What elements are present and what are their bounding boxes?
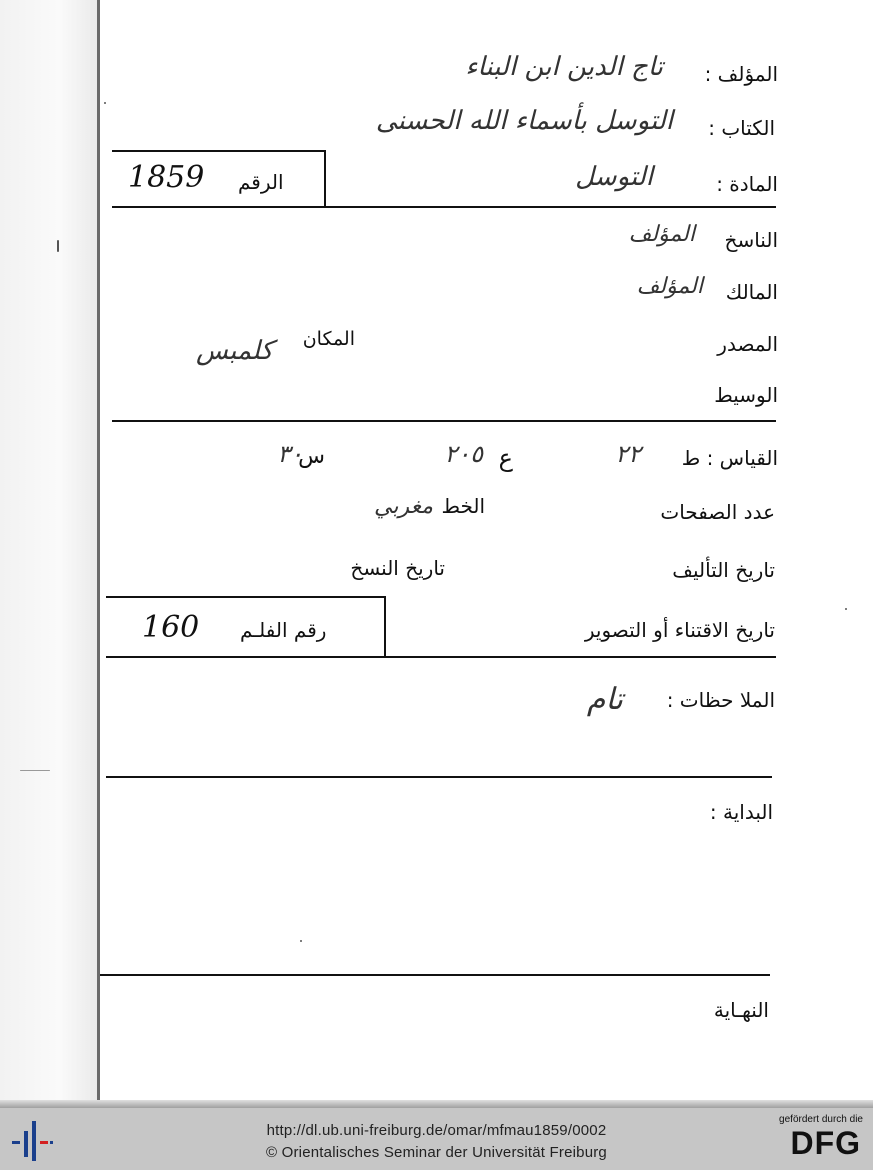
scan-speck <box>57 240 59 252</box>
card-edge <box>97 0 100 1108</box>
place-value: كلمبس <box>195 336 273 366</box>
scan-speck <box>104 102 106 104</box>
author-label: المؤلف : <box>704 62 778 86</box>
section-divider <box>100 974 770 976</box>
page-margin <box>0 0 100 1108</box>
size-a-value: ٢٠٥ <box>444 440 483 468</box>
pages-label: عدد الصفحات <box>660 500 775 524</box>
copy-date-label: تاريخ النسخ <box>350 556 445 580</box>
size-s-value: ٣٠ <box>277 440 303 468</box>
footer-copyright: © Orientalisches Seminar der Universität Freiburg <box>266 1144 607 1161</box>
dfg-logo-icon: DFG <box>790 1125 861 1161</box>
section-divider <box>106 656 776 658</box>
footer-url[interactable]: http://dl.ub.uni-freiburg.de/omar/mfmau1859/0002 <box>266 1122 607 1139</box>
scan-speck <box>20 770 50 771</box>
film-number-value: 160 <box>142 610 200 645</box>
section-divider <box>106 776 772 778</box>
size-a-label: ع <box>498 444 513 472</box>
copyist-value: المؤلف <box>628 222 695 247</box>
film-box-top <box>106 596 386 598</box>
script-label: الخط <box>441 494 485 518</box>
place-label: المكان <box>302 328 355 350</box>
intermediary-label: الوسيط <box>714 383 778 407</box>
number-box-top <box>112 150 326 152</box>
subject-label: المادة : <box>716 172 778 196</box>
author-value: تاج الدين ابن البناء <box>465 52 663 82</box>
script-value: مغربي <box>374 494 433 519</box>
acquisition-date-label: تاريخ الاقتناء أو التصوير <box>584 618 775 642</box>
notes-value: تام <box>586 682 623 717</box>
owner-label: المالك <box>725 280 778 304</box>
number-box-side <box>324 150 326 206</box>
university-library-logo-icon <box>10 1117 56 1163</box>
notes-label: الملا حظات : <box>666 688 775 712</box>
beginning-label: البداية : <box>709 800 773 824</box>
scan-speck <box>300 940 302 942</box>
subject-value: التوسل <box>575 162 653 192</box>
end-label: النهـاية <box>713 998 769 1022</box>
copyist-label: الناسخ <box>724 228 778 252</box>
number-label: الرقم <box>238 170 284 194</box>
size-label: القياس : ط <box>681 446 778 470</box>
footer-bar <box>0 1108 873 1170</box>
book-label: الكتاب : <box>708 116 775 140</box>
scan-bottom-edge <box>0 1100 873 1108</box>
film-box-side <box>384 596 386 656</box>
size-s-label: س <box>298 444 325 469</box>
book-value: التوسل بأسماء الله الحسنى <box>375 106 673 136</box>
number-value: 1859 <box>128 160 205 195</box>
size-t-value: ٢٢ <box>615 440 641 468</box>
source-label: المصدر <box>717 332 778 356</box>
dfg-caption: gefördert durch die <box>779 1114 863 1125</box>
authoring-date-label: تاريخ التأليف <box>672 558 775 582</box>
scan-speck <box>845 608 847 610</box>
owner-value: المؤلف <box>636 274 703 299</box>
section-divider <box>112 206 776 208</box>
section-divider <box>112 420 776 422</box>
film-number-label: رقم الفلـم <box>240 618 327 642</box>
